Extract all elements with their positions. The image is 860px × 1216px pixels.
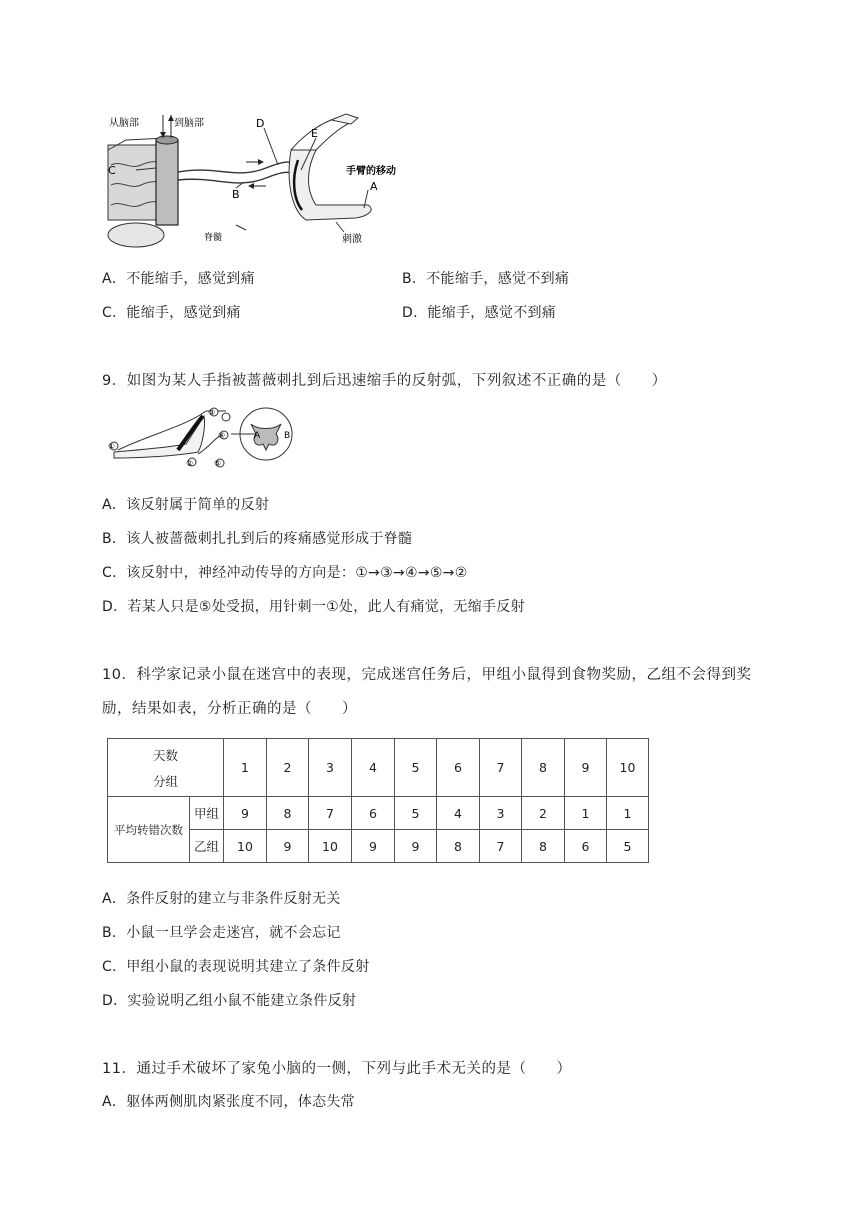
table-cell: 8 [437, 830, 480, 863]
day-header: 7 [480, 739, 522, 797]
group-name: 甲组 [190, 797, 224, 830]
table-corner-header [108, 739, 224, 797]
table-cell: 5 [395, 797, 437, 830]
option-text: 实验说明乙组小鼠不能建立条件反射 [127, 993, 357, 1009]
q10-option-c[interactable] [102, 956, 370, 976]
day-header: 1 [224, 739, 267, 797]
option-text: 该反射中，神经冲动传导的方向是：①→③→④→⑤→② [126, 565, 468, 581]
table-cell: 2 [522, 797, 565, 830]
q9-option-c[interactable] [102, 562, 468, 582]
label-n5: ⑤ [214, 459, 222, 468]
label-C: C [108, 164, 116, 177]
option-text: 条件反射的建立与非条件反射无关 [126, 891, 341, 907]
q10-stem-line-1: 10．科学家记录小鼠在迷宫中的表现，完成迷宫任务后，甲组小鼠得到食物奖励，乙组不会得到奖 [102, 667, 752, 683]
table-cell: 6 [352, 797, 395, 830]
table-cell: 9 [395, 830, 437, 863]
option-letter: A． [102, 271, 127, 287]
q10-stem-line-2: 励，结果如表，分析正确的是（ ） [102, 701, 357, 717]
table-cell: 7 [480, 830, 522, 863]
q8-option-c[interactable] [102, 302, 241, 322]
q9-option-b[interactable] [102, 528, 412, 548]
q9-option-a[interactable] [102, 494, 269, 514]
q9-option-d[interactable] [102, 596, 525, 616]
q9-stem: 9．如图为某人手指被蔷薇刺扎到后迅速缩手的反射弧，下列叙述不正确的是（ ） [102, 373, 667, 389]
option-text: 若某人只是⑤处受损，用针刺一①处，此人有痛觉，无缩手反射 [127, 599, 525, 615]
day-header: 5 [395, 739, 437, 797]
label-to-brain: 到脑部 [174, 118, 204, 129]
row-label: 平均转错次数 [108, 797, 190, 863]
label-n2: ② [186, 459, 194, 468]
option-text: 能缩手，感觉不到痛 [427, 305, 557, 321]
day-header: 4 [352, 739, 395, 797]
table-cell: 10 [224, 830, 267, 863]
label-A: A [370, 180, 378, 193]
option-letter: C． [102, 305, 127, 321]
label-A: A [254, 431, 261, 441]
table-cell: 1 [607, 797, 649, 830]
option-text: 该反射属于简单的反射 [126, 497, 270, 513]
label-arm-movement: 手臂的移动 [346, 166, 396, 177]
table-row [108, 830, 649, 863]
table-cell: 9 [267, 830, 309, 863]
option-letter: B． [402, 271, 427, 287]
day-header: 10 [607, 739, 649, 797]
label-stimulus: 刺激 [342, 234, 362, 245]
q8-option-b[interactable] [402, 268, 569, 288]
option-text: 甲组小鼠的表现说明其建立了条件反射 [126, 959, 370, 975]
group-name: 乙组 [190, 830, 224, 863]
option-text: 不能缩手，感觉到痛 [126, 271, 255, 287]
option-letter: D． [402, 305, 428, 321]
option-text: 小鼠一旦学会走迷宫，就不会忘记 [126, 925, 341, 941]
reflex-arc-figure-2 [106, 406, 306, 472]
table-cell: 4 [437, 797, 480, 830]
option-text: 躯体两侧肌肉紧张度不同，体态失常 [126, 1094, 355, 1110]
label-E: E [311, 127, 318, 140]
table-cell: 9 [224, 797, 267, 830]
option-letter: D． [102, 599, 128, 615]
option-letter: A． [102, 1094, 127, 1110]
option-letter: C． [102, 565, 127, 581]
table-cell: 1 [565, 797, 607, 830]
label-n3: ③ [208, 408, 216, 417]
day-header: 8 [522, 739, 565, 797]
label-B: B [232, 188, 240, 201]
option-letter: B． [102, 925, 127, 941]
q10-option-a[interactable] [102, 888, 341, 908]
label-D: D [256, 117, 265, 130]
q11-stem: 11．通过手术破坏了家兔小脑的一侧，下列与此手术无关的是（ ） [102, 1061, 572, 1077]
table-cell: 9 [352, 830, 395, 863]
label-from-brain: 从脑部 [109, 118, 139, 129]
table-cell: 10 [309, 830, 352, 863]
option-letter: D． [102, 993, 128, 1009]
table-row [108, 797, 649, 830]
table-cell: 8 [267, 797, 309, 830]
table-cell: 5 [607, 830, 649, 863]
table-cell: 6 [565, 830, 607, 863]
option-text: 不能缩手，感觉不到痛 [426, 271, 570, 287]
option-letter: B． [102, 531, 127, 547]
day-header: 2 [267, 739, 309, 797]
table-cell: 3 [480, 797, 522, 830]
q11-option-a[interactable] [102, 1091, 355, 1111]
table-cell: 7 [309, 797, 352, 830]
day-header: 3 [309, 739, 352, 797]
q8-option-d[interactable] [402, 302, 556, 322]
corner-days: 天数 [152, 747, 178, 763]
day-header: 6 [437, 739, 480, 797]
option-letter: A． [102, 891, 127, 907]
table-cell: 8 [522, 830, 565, 863]
q10-option-d[interactable] [102, 990, 356, 1010]
option-letter: C． [102, 959, 127, 975]
corner-group: 分组 [152, 773, 178, 789]
label-spinal-cord: 脊髓 [204, 233, 223, 243]
q8-option-a[interactable] [102, 268, 255, 288]
option-text: 能缩手，感觉到痛 [126, 305, 241, 321]
reflex-arc-figure-1 [106, 110, 396, 250]
option-text: 该人被蔷薇刺扎扎到后的疼痛感觉形成于脊髓 [126, 531, 413, 547]
label-n4: ④ [218, 431, 226, 440]
option-letter: A． [102, 497, 127, 513]
label-n1: ① [108, 442, 116, 451]
maze-results-table [107, 738, 649, 863]
day-header: 9 [565, 739, 607, 797]
q10-option-b[interactable] [102, 922, 341, 942]
label-B: B [284, 431, 291, 441]
